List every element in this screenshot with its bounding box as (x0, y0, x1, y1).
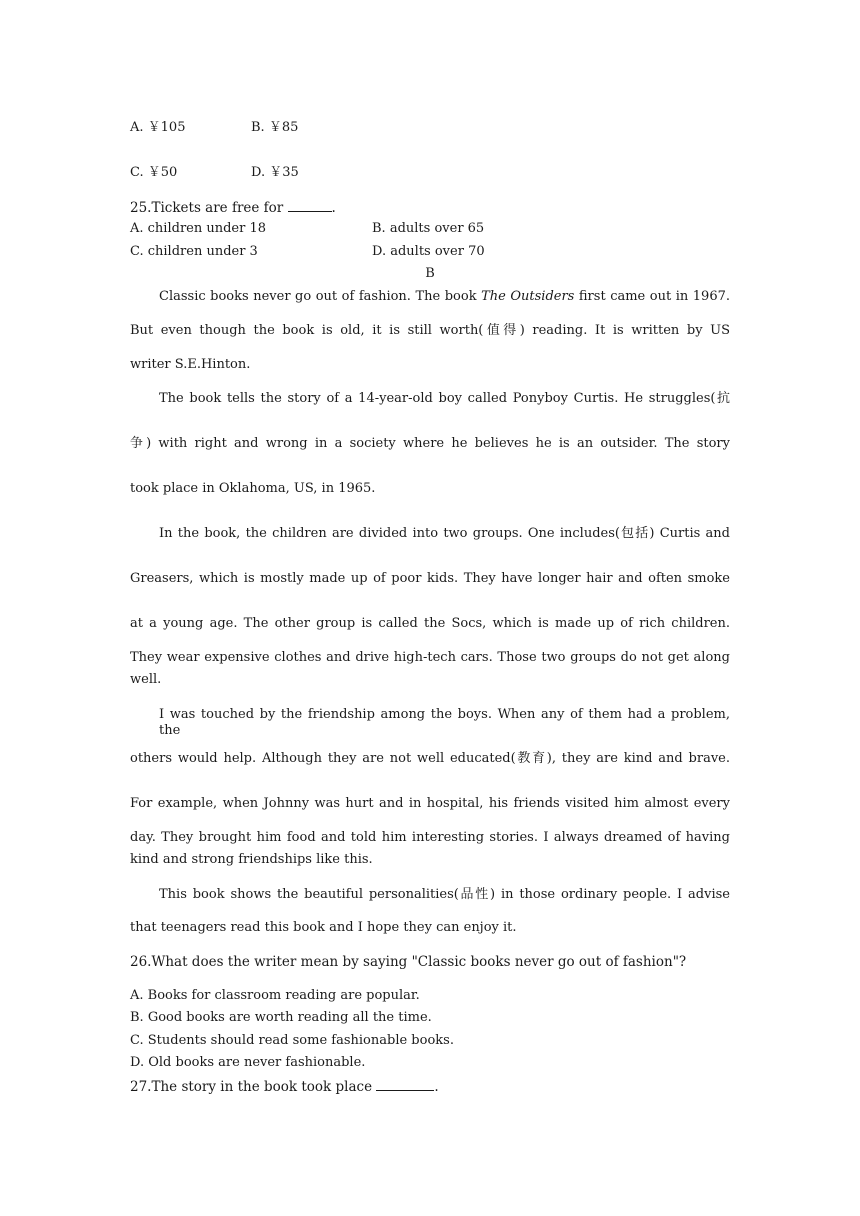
passage-p3-line5: well. (130, 672, 162, 687)
q26-option-c[interactable]: C. Students should read some fashionable books. (130, 1033, 454, 1048)
passage-p4-line2: others would help. Although they are not well educated(教育), they are kind and brave. (130, 751, 730, 766)
q24-option-c[interactable]: C. ￥50 (130, 165, 178, 180)
q25-stem-text: 25.Tickets are free for (130, 200, 284, 216)
q25-option-a[interactable]: A. children under 18 (130, 221, 267, 236)
q25-stem-end: . (331, 200, 336, 216)
passage-p4-line3: For example, when Johnny was hurt and in hospital, his friends visited him almost every (130, 796, 730, 811)
passage-p1-line3: writer S.E.Hinton. (130, 357, 251, 372)
q27-answer-blank[interactable] (376, 1078, 434, 1091)
q27-stem (130, 1078, 439, 1095)
q25-option-c[interactable]: C. children under 3 (130, 244, 258, 259)
q27-stem-text: 27.The story in the book took place (130, 1079, 373, 1095)
q26-option-b[interactable]: B. Good books are worth reading all the time. (130, 1010, 432, 1025)
passage-p3-line3: at a young age. The other group is called the Socs, which is made up of rich children. (130, 616, 730, 631)
p1-text-b: first came out in 1967. (574, 289, 730, 304)
p1-text-a: Classic books never go out of fashion. The book (159, 289, 482, 304)
passage-p5-line1: This book shows the beautiful personalities(品性) in those ordinary people. I advise (159, 887, 730, 902)
q27-stem-end: . (434, 1079, 439, 1095)
passage-p3-line4: They wear expensive clothes and drive high-tech cars. Those two groups do not get along (130, 650, 730, 665)
q26-option-a[interactable]: A. Books for classroom reading are popular. (130, 988, 420, 1003)
passage-p5-line2: that teenagers read this book and I hope they can enjoy it. (130, 920, 517, 935)
q24-option-b[interactable]: B. ￥85 (251, 120, 299, 135)
passage-p4-line1: I was touched by the friendship among the boys. When any of them had a problem, the (159, 707, 730, 738)
passage-p4-line4: day. They brought him food and told him interesting stories. I always dreamed of having (130, 830, 730, 845)
passage-p4-line5: kind and strong friendships like this. (130, 852, 373, 867)
passage-p3-line1: In the book, the children are divided into two groups. One includes(包括) Curtis and (159, 526, 730, 541)
q25-answer-blank[interactable] (288, 199, 332, 212)
q25-option-b[interactable]: B. adults over 65 (372, 221, 485, 236)
q24-option-a[interactable]: A. ￥105 (130, 120, 186, 135)
q25-stem (130, 199, 336, 216)
passage-p3-line2: Greasers, which is mostly made up of poor kids. They have longer hair and often smoke (130, 571, 730, 586)
q26-option-d[interactable]: D. Old books are never fashionable. (130, 1055, 366, 1070)
book-title: The Outsiders (481, 289, 575, 304)
passage-p2-line1: The book tells the story of a 14-year-old boy called Ponyboy Curtis. He struggles(抗 (159, 391, 730, 406)
passage-p1-line1 (159, 289, 730, 305)
q26-stem: 26.What does the writer mean by saying "Classic books never go out of fashion"? (130, 954, 687, 970)
section-label: B (425, 266, 435, 281)
passage-p2-line2: 争) with right and wrong in a society where he believes he is an outsider. The story (130, 436, 730, 451)
passage-p1-line2: But even though the book is old, it is still worth(值得) reading. It is written by US (130, 323, 730, 338)
q24-option-d[interactable]: D. ￥35 (251, 165, 299, 180)
passage-p2-line3: took place in Oklahoma, US, in 1965. (130, 481, 376, 496)
q25-option-d[interactable]: D. adults over 70 (372, 244, 485, 259)
